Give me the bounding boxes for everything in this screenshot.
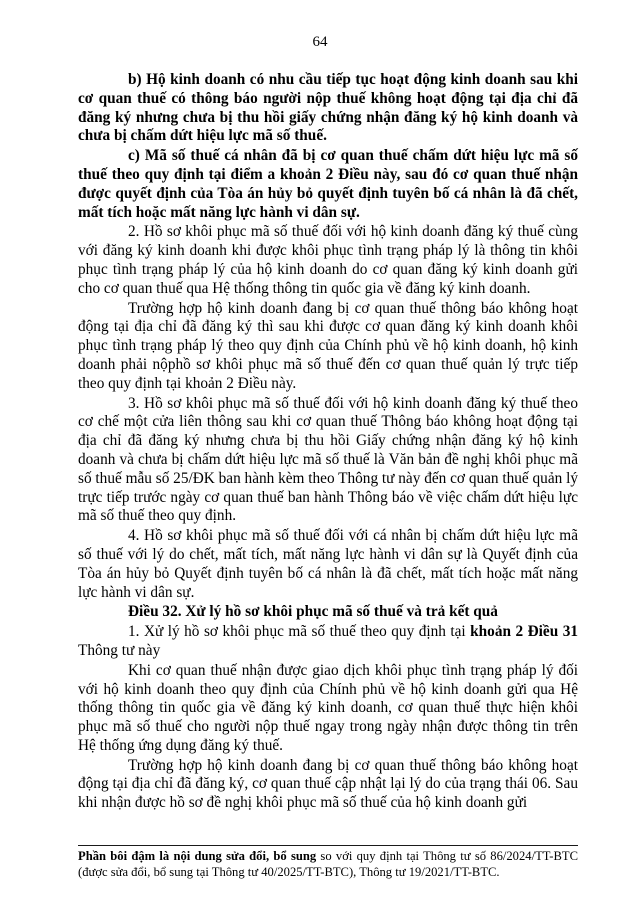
text-run: 4. Hồ sơ khôi phục mã số thuế đối với cá nhân bị chấm dứt hiệu lực mã số thuế với lý do chết, mất tích, mất năng lực hành vi dân sự là Quyết định của Tòa án hủy bỏ Quyết định tuyên bố cá nhân là đã chết, mất tích hoặc mất năng lực hành vi dân sự. bbox=[78, 527, 578, 601]
paragraph-point-b bbox=[78, 71, 578, 146]
text-run: so với quy định tại Thông tư số 86/2024/TT-BTC (được sửa đổi, bổ sung tại Thông tư 40/2025/TT-BTC), Thông tư 19/2021/TT-BTC. bbox=[78, 849, 578, 879]
text-run: Trường hợp hộ kinh doanh đang bị cơ quan thuế thông báo không hoạt động tại địa chỉ đã đăng ký, cơ quan thuế cập nhật lại lý do của trạng thái 06. Sau khi nhận được hồ sơ đề nghị khôi phục mã số thuế của hộ kinh doanh gửi bbox=[78, 756, 578, 812]
footnote-separator bbox=[78, 845, 578, 846]
paragraph-article-32-heading bbox=[78, 603, 578, 622]
text-run: 1. Xử lý hồ sơ khôi phục mã số thuế theo quy định tại bbox=[128, 623, 471, 641]
bold-text-run: c) Mã số thuế cá nhân đã bị cơ quan thuế chấm dứt hiệu lực mã số thuế theo quy định tại điểm a khoản 2 Điều này, sau đó cơ quan thuế nhận được quyết định của Tòa án hủy bỏ quyết định tuyên bố cá nhân là đã chết, mất tích hoặc mất năng lực hành vi dân sự. bbox=[78, 147, 578, 221]
paragraph-clause-2-case bbox=[78, 300, 578, 394]
footnote bbox=[78, 845, 578, 880]
text-run: Thông tư này bbox=[78, 641, 161, 659]
text-run: Khi cơ quan thuế nhận được giao dịch khôi phục tình trạng pháp lý đối với hộ kinh doanh theo quy định của Chính phủ về hộ kinh doanh gửi qua Hệ thống thông tin quốc gia về đăng ký kinh doanh, cơ quan thuế thực hiện khôi phục mã số thuế cho người nộp thuế ngay trong ngày nhận được thông tin trên Hệ thống ứng dụng đăng ký thuế. bbox=[78, 661, 578, 754]
paragraph-article-32-clause-1 bbox=[78, 623, 578, 661]
paragraph-article-32-clause-1-case bbox=[78, 757, 578, 813]
paragraph-clause-4 bbox=[78, 527, 578, 602]
text-run: Trường hợp hộ kinh doanh đang bị cơ quan thuế thông báo không hoạt động tại địa chỉ đã đăng ký thì sau khi được cơ quan đăng ký kinh doanh khôi phục tình trạng pháp lý theo quy định của Chính phủ về hộ kinh doanh, hộ kinh doanh phải nộphồ sơ khôi phục mã số thuế đến cơ quan thuế quản lý trực tiếp theo quy định tại khoản 2 Điều này. bbox=[78, 299, 578, 392]
footnote-text bbox=[78, 849, 578, 880]
paragraph-clause-2 bbox=[78, 223, 578, 298]
text-run: 2. Hồ sơ khôi phục mã số thuế đối với hộ kinh doanh đăng ký thuế cùng với đăng ký kinh doanh khi được khôi phục tình trạng pháp lý là thông tin khôi phục tình trạng pháp lý của hộ kinh doanh do cơ quan đăng ký kinh doanh gửi cho cơ quan thuế qua Hệ thống thông tin quốc gia về đăng ký kinh doanh. bbox=[78, 223, 578, 297]
paragraph-clause-3 bbox=[78, 395, 578, 527]
text-run: 3. Hồ sơ khôi phục mã số thuế đối với hộ kinh doanh đăng ký thuế theo cơ chế một cửa liên thông sau khi cơ quan thuế Thông báo không hoạt động tại địa chỉ đã đăng ký nhưng chưa bị thu hồi Giấy chứng nhận đăng ký hộ kinh doanh và chưa bị chấm dứt hiệu lực mã số thuế là Văn bản đề nghị khôi phục mã số thuế mẫu số 25/ĐK ban hành kèm theo Thông tư này đến cơ quan thuế quản lý trực tiếp trước ngày cơ quan thuế ban hành Thông báo về việc chấm dứt hiệu lực mã số thuế theo quy định. bbox=[78, 394, 578, 525]
paragraph-article-32-clause-1-body bbox=[78, 662, 578, 756]
paragraph-point-c bbox=[78, 147, 578, 222]
bold-text-run: Phần bôi đậm là nội dung sửa đổi, bổ sung bbox=[78, 849, 317, 863]
bold-text-run: Điều 32. Xử lý hồ sơ khôi phục mã số thuế và trả kết quả bbox=[128, 603, 498, 621]
bold-text-run: khoản 2 Điều 31 bbox=[470, 623, 578, 641]
page-number: 64 bbox=[312, 34, 328, 50]
bold-text-run: b) Hộ kinh doanh có nhu cầu tiếp tục hoạt động kinh doanh sau khi cơ quan thuế có thông báo người nộp thuế không hoạt động tại địa chỉ đã đăng ký nhưng chưa bị thu hồi giấy chứng nhận đăng ký hộ kinh doanh và chưa bị chấm dứt hiệu lực mã số thuế. bbox=[78, 71, 578, 145]
document-body bbox=[78, 71, 578, 814]
